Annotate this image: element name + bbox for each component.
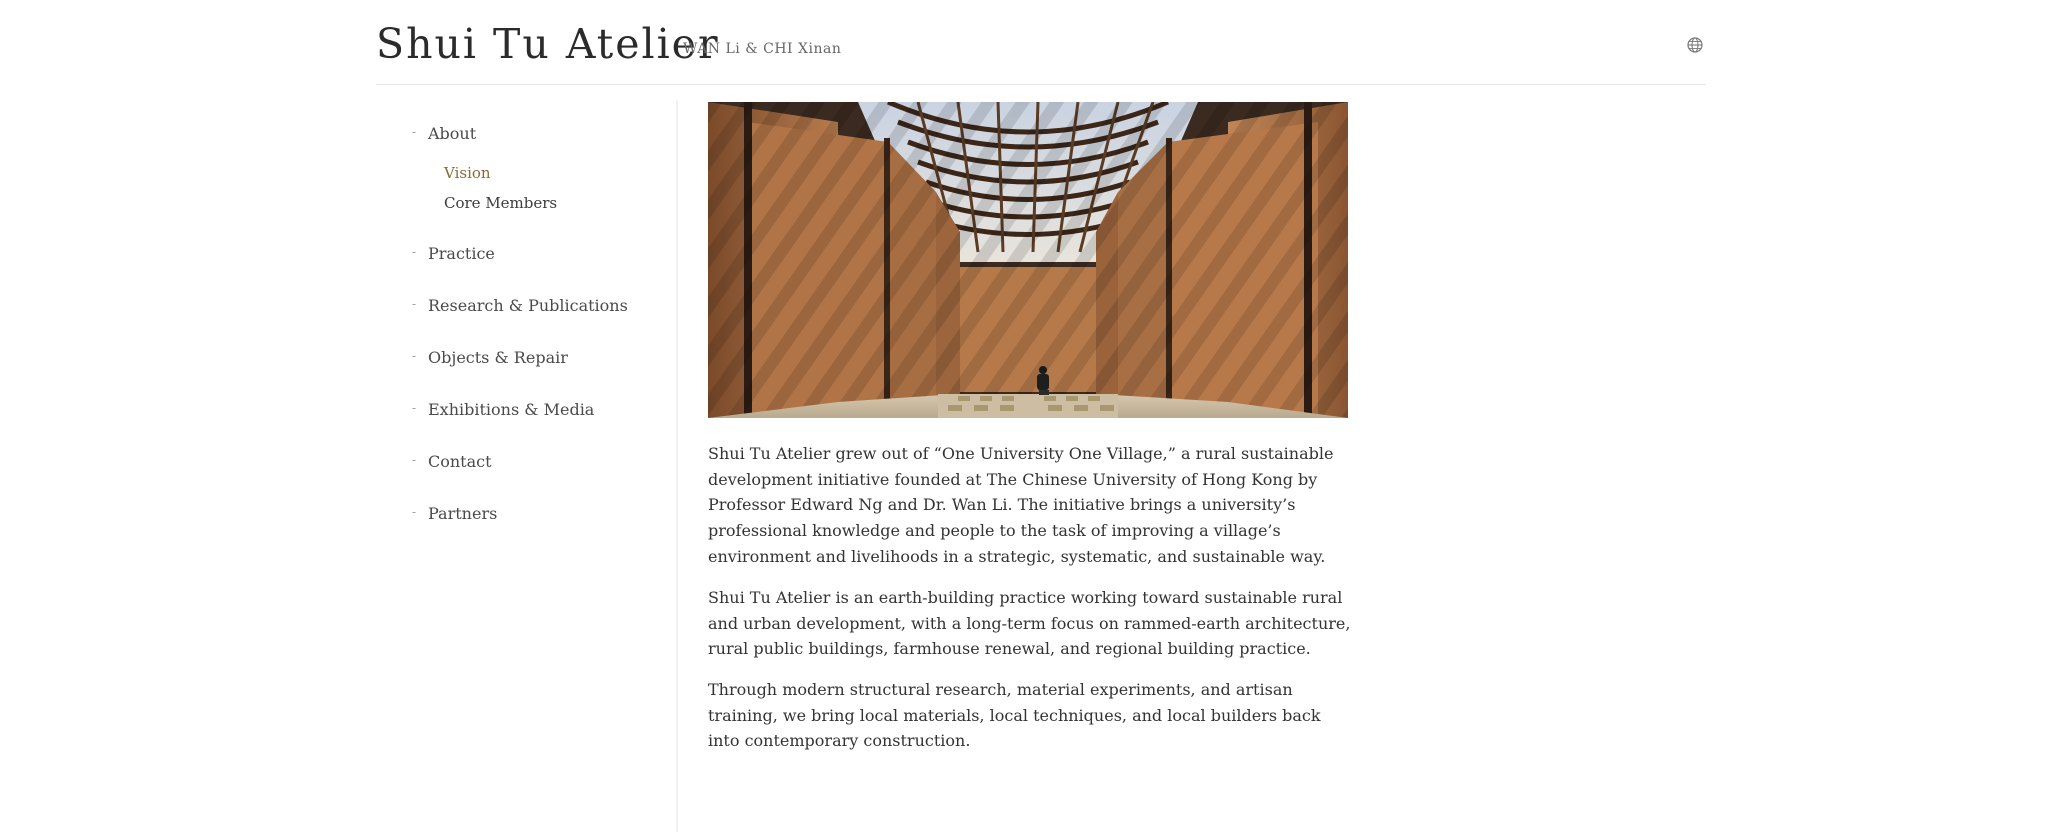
- sidebar-item-label: Exhibitions & Media: [428, 400, 595, 419]
- sidebar-subitem-core-members[interactable]: Core Members: [444, 194, 558, 212]
- collapse-dash-icon: -: [412, 401, 417, 415]
- sidebar-item-research-publications[interactable]: [412, 296, 628, 315]
- main-content: [708, 102, 1351, 751]
- sidebar-item-partners[interactable]: [412, 504, 497, 523]
- sidebar-item-about[interactable]: [412, 124, 476, 143]
- site-header: [376, 0, 1706, 85]
- sidebar-item-contact[interactable]: [412, 452, 492, 471]
- body-paragraph: Shui Tu Atelier is an earth-building practice working toward sustainable rural and urban development, with a long-term focus on rammed-earth architecture, rural public buildings, farmhouse renewal, and regional building practice.: [708, 588, 1351, 659]
- collapse-dash-icon: -: [412, 297, 417, 311]
- sidebar-item-label: Practice: [428, 244, 495, 263]
- sidebar-item-label: Research & Publications: [428, 296, 628, 315]
- language-button[interactable]: [1686, 36, 1704, 54]
- collapse-dash-icon: -: [412, 245, 417, 259]
- sidebar-item-label: About: [428, 124, 477, 143]
- sidebar-item-objects-repair[interactable]: [412, 348, 568, 367]
- globe-icon: [1686, 36, 1704, 54]
- collapse-dash-icon: -: [412, 349, 417, 363]
- body-paragraph: Shui Tu Atelier grew out of “One University One Village,” a rural sustainable development initiative founded at The Chinese University of Hong Kong by Professor Edward Ng and Dr. Wan Li. The initiative brings a university’s professional knowledge and people to the task of improving a village’s environment and livelihoods in a strategic, systematic, and sustainable way.: [708, 444, 1334, 566]
- collapse-dash-icon: -: [412, 505, 417, 519]
- site-title[interactable]: Shui Tu Atelier: [376, 20, 720, 68]
- body-paragraph: Through modern structural research, material experiments, and artisan training, we bring local materials, local techniques, and local builders back into contemporary construction.: [708, 680, 1321, 751]
- sidebar-item-label: Objects & Repair: [428, 348, 568, 367]
- sidebar-item-practice[interactable]: [412, 244, 495, 263]
- rammed-earth-hall-image: [708, 102, 1348, 418]
- sidebar-item-exhibitions-media[interactable]: [412, 400, 594, 419]
- sidebar-subitem-vision[interactable]: Vision: [444, 164, 491, 182]
- hero-image: [708, 102, 1348, 418]
- site-subtitle: WAN Li & CHI Xinan: [683, 41, 842, 57]
- sidebar-nav: [376, 100, 678, 832]
- collapse-dash-icon: -: [412, 453, 417, 467]
- collapse-dash-icon: -: [412, 125, 417, 139]
- sidebar-item-label: Contact: [428, 452, 492, 471]
- sidebar-item-label: Partners: [428, 504, 498, 523]
